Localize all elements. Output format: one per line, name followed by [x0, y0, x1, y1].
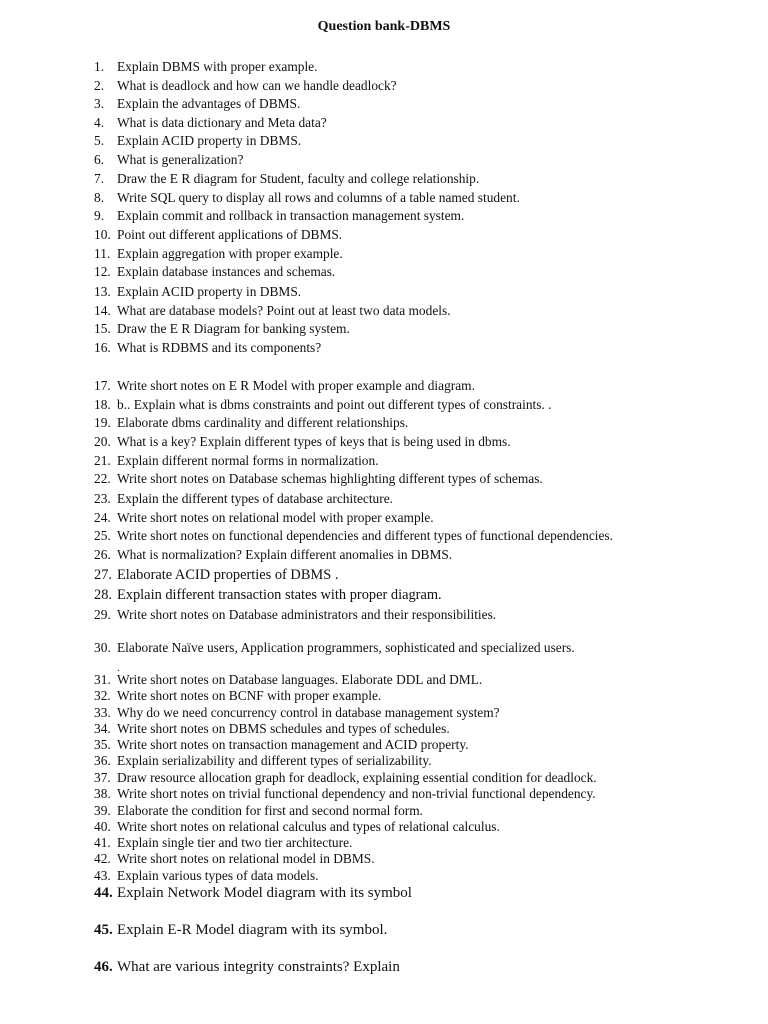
question-text: Draw the E R diagram for Student, faculty and college relationship.	[117, 171, 480, 186]
question-number: 1.	[94, 59, 105, 74]
question-item	[94, 321, 350, 337]
question-text: Write short notes on Database administrators and their responsibilities.	[117, 607, 497, 622]
stray-period: .	[117, 660, 120, 674]
question-text: Explain the advantages of DBMS.	[117, 96, 301, 111]
question-number: 45.	[94, 922, 113, 938]
question-item	[94, 284, 301, 300]
question-number: 38.	[94, 786, 111, 801]
question-item	[94, 190, 520, 206]
question-number: 10.	[94, 227, 111, 242]
question-number: 34.	[94, 721, 111, 736]
question-text: Write short notes on functional dependencies and different types of functional dependencies.	[117, 528, 613, 543]
question-number: 22.	[94, 471, 111, 486]
question-text: Why do we need concurrency control in database management system?	[117, 705, 500, 720]
question-number: 39.	[94, 803, 111, 818]
question-text: Explain aggregation with proper example.	[117, 246, 343, 261]
question-text: Elaborate ACID properties of DBMS .	[117, 567, 339, 583]
question-number: 43.	[94, 868, 111, 883]
question-item	[94, 208, 464, 224]
question-number: 25.	[94, 528, 111, 543]
question-number: 35.	[94, 737, 111, 752]
question-number: 26.	[94, 547, 111, 562]
question-number: 3.	[94, 96, 105, 111]
question-text: Write short notes on relational model in DBMS.	[117, 851, 375, 866]
question-item	[94, 753, 432, 769]
question-item	[94, 547, 452, 563]
question-item	[94, 246, 343, 262]
question-number: 46.	[94, 959, 113, 975]
question-item	[94, 171, 479, 187]
question-text: b.. Explain what is dbms constraints and point out different types of constraints. .	[117, 397, 552, 412]
question-item	[94, 78, 397, 94]
question-text: What is generalization?	[117, 152, 244, 167]
question-number: 16.	[94, 340, 111, 355]
question-number: 33.	[94, 705, 111, 720]
question-text: Explain DBMS with proper example.	[117, 59, 318, 74]
question-item	[94, 922, 387, 938]
question-item	[94, 868, 319, 884]
question-text: Elaborate Naïve users, Application programmers, sophisticated and specialized users.	[117, 640, 575, 655]
question-text: Explain various types of data models.	[117, 868, 319, 883]
question-number: 12.	[94, 264, 111, 279]
question-number: 31.	[94, 672, 111, 687]
question-text: Explain ACID property in DBMS.	[117, 133, 302, 148]
question-item	[94, 227, 342, 243]
page-title: Question bank-DBMS	[317, 19, 451, 34]
question-text: Write short notes on relational calculus and types of relational calculus.	[117, 819, 500, 834]
question-text: What is RDBMS and its components?	[117, 340, 322, 355]
question-text: Write SQL query to display all rows and columns of a table named student.	[117, 190, 520, 205]
question-text: Draw resource allocation graph for deadlock, explaining essential condition for deadlock.	[117, 770, 597, 785]
question-number: 13.	[94, 284, 111, 299]
question-item	[94, 835, 352, 851]
question-item	[94, 567, 338, 583]
question-item	[94, 819, 500, 835]
question-number: 44.	[94, 885, 113, 901]
question-number: 8.	[94, 190, 105, 205]
question-number: 23.	[94, 491, 111, 506]
question-number: 30.	[94, 640, 111, 655]
question-text: Explain Network Model diagram with its symbol	[117, 885, 412, 901]
question-text: What is deadlock and how can we handle deadlock?	[117, 78, 397, 93]
question-text: Elaborate dbms cardinality and different relationships.	[117, 415, 409, 430]
question-item	[94, 607, 496, 623]
question-number: 29.	[94, 607, 111, 622]
question-item	[94, 803, 423, 819]
question-text: What is normalization? Explain different anomalies in DBMS.	[117, 547, 453, 562]
question-number: 24.	[94, 510, 111, 525]
question-number: 37.	[94, 770, 111, 785]
question-text: What are various integrity constraints? Explain	[117, 959, 400, 975]
question-number: 7.	[94, 171, 105, 186]
question-item	[94, 152, 243, 168]
question-item	[94, 491, 393, 507]
question-item	[94, 721, 450, 737]
question-text: Write short notes on transaction management and ACID property.	[117, 737, 469, 752]
question-number: 36.	[94, 753, 111, 768]
question-item	[94, 786, 596, 802]
question-item	[94, 264, 335, 280]
question-number: 18.	[94, 397, 111, 412]
question-number: 28.	[94, 587, 112, 603]
question-text: Write short notes on E R Model with proper example and diagram.	[117, 378, 475, 393]
question-item	[94, 471, 543, 487]
question-number: 21.	[94, 453, 111, 468]
question-item	[94, 115, 327, 131]
question-item	[94, 528, 613, 544]
question-number: 27.	[94, 567, 112, 583]
question-item	[94, 705, 500, 721]
question-text: Write short notes on relational model with proper example.	[117, 510, 434, 525]
question-text: What is data dictionary and Meta data?	[117, 115, 327, 130]
question-number: 32.	[94, 688, 111, 703]
question-item	[94, 959, 400, 975]
question-item	[94, 96, 300, 112]
question-text: Write short notes on Database languages. Elaborate DDL and DML.	[117, 672, 483, 687]
question-number: 17.	[94, 378, 111, 393]
question-text: Explain serializability and different types of serializability.	[117, 753, 432, 768]
question-number: 19.	[94, 415, 111, 430]
question-number: 11.	[94, 246, 111, 261]
question-item	[94, 640, 575, 656]
question-text: Explain single tier and two tier architecture.	[117, 835, 353, 850]
question-number: 2.	[94, 78, 105, 93]
question-item	[94, 378, 475, 394]
question-text: Explain database instances and schemas.	[117, 264, 336, 279]
question-text: Point out different applications of DBMS.	[117, 227, 343, 242]
question-item	[94, 510, 434, 526]
question-number: 5.	[94, 133, 105, 148]
question-item	[94, 851, 375, 867]
question-item	[94, 133, 301, 149]
question-text: Explain different normal forms in normalization.	[117, 453, 379, 468]
question-item	[94, 434, 511, 450]
question-item	[94, 59, 317, 75]
question-item	[94, 415, 408, 431]
question-text: Elaborate the condition for first and second normal form.	[117, 803, 424, 818]
question-number: 42.	[94, 851, 111, 866]
question-number: 6.	[94, 152, 105, 167]
question-text: Explain the different types of database architecture.	[117, 491, 393, 506]
question-text: Write short notes on DBMS schedules and types of schedules.	[117, 721, 450, 736]
question-text: Write short notes on trivial functional dependency and non-trivial functional dependency.	[117, 786, 596, 801]
question-number: 20.	[94, 434, 111, 449]
question-text: Explain different transaction states with proper diagram.	[117, 587, 442, 603]
question-number: 4.	[94, 115, 105, 130]
question-item	[94, 340, 321, 356]
question-number: 41.	[94, 835, 111, 850]
question-item	[94, 587, 442, 603]
question-item	[94, 303, 451, 319]
question-item	[94, 885, 412, 901]
question-item	[94, 397, 552, 413]
question-item	[94, 770, 597, 786]
question-number: 9.	[94, 208, 105, 223]
question-item	[94, 453, 379, 469]
question-number: 40.	[94, 819, 111, 834]
question-text: Explain commit and rollback in transaction management system.	[117, 208, 465, 223]
question-item	[94, 672, 482, 688]
question-text: Explain ACID property in DBMS.	[117, 284, 302, 299]
question-text: What are database models? Point out at least two data models.	[117, 303, 451, 318]
question-item	[94, 688, 381, 704]
question-item	[94, 737, 469, 753]
question-number: 15.	[94, 321, 111, 336]
question-text: What is a key? Explain different types of keys that is being used in dbms.	[117, 434, 511, 449]
question-number: 14.	[94, 303, 111, 318]
question-text: Write short notes on BCNF with proper example.	[117, 688, 382, 703]
question-text: Write short notes on Database schemas highlighting different types of schemas.	[117, 471, 543, 486]
question-text: Draw the E R Diagram for banking system.	[117, 321, 350, 336]
question-text: Explain E-R Model diagram with its symbol.	[117, 922, 388, 938]
